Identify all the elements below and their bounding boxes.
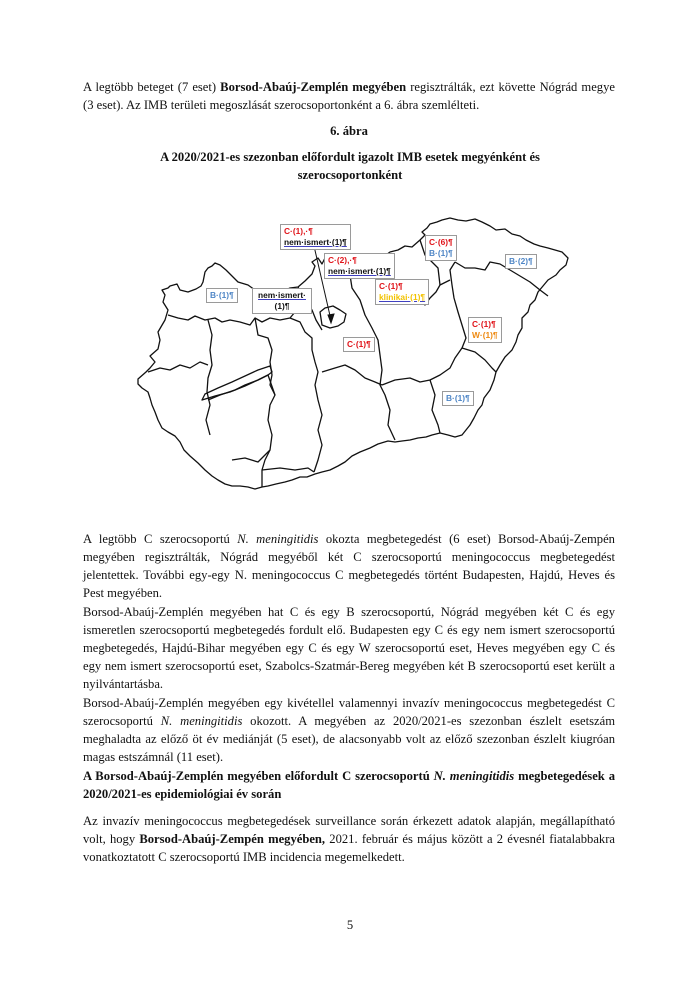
county-border — [255, 318, 275, 395]
county-border — [322, 365, 382, 385]
map-label-bekes — [442, 391, 474, 406]
figure-title-line2: szerocsoportonként — [297, 168, 403, 182]
label-line: B·(1)¶ — [429, 248, 453, 258]
text: A legtöbb C szerocsoportú — [83, 532, 238, 546]
figure-number: 6. ábra — [330, 124, 368, 138]
paragraph-borsod — [83, 694, 615, 766]
map-label-budapest — [280, 224, 351, 250]
text: okozott. A megyében az 2020/2021-es szezonban észlelt esetszám meghaladta az előző öt év mediánját (5 eset), de alacsonyabb volt az előző szezonban észlelt kiugróan magas estszámnál (11 eset). — [83, 714, 615, 764]
label-line: nem·ismert· — [258, 290, 306, 300]
label-line: B·(2)¶ — [509, 256, 533, 266]
text: Az invazív meningococcus megbetegedések surveillance során érkezett adatok alapján, megállapítható volt, hogy — [83, 814, 615, 846]
species-name: N. meningitidis — [237, 532, 319, 546]
map-label-nograd — [324, 253, 395, 279]
county-border — [148, 362, 208, 372]
map-label-szabolcs — [505, 254, 537, 269]
county-border — [206, 320, 212, 435]
county-border — [462, 348, 496, 372]
map-label-heves — [375, 279, 429, 305]
paragraph-serogroup-c — [83, 530, 615, 602]
label-line: nem·ismert·(1)¶ — [328, 266, 391, 276]
label-line: C·(1)¶ — [347, 339, 371, 349]
bold-text: Borsod-Abaúj-Zempén megyében, — [139, 832, 326, 846]
map-label-komarom — [252, 288, 312, 314]
text: A Borsod-Abaúj-Zemplén megyében előfordult C szerocsoportú — [83, 769, 434, 783]
figure-title-line1: A 2020/2021-es szezonban előfordult igazolt IMB esetek megyénként és — [160, 150, 540, 164]
text: 2021. február és május között a 2 évesnél fiatalabbakra vonatkoztatott C szerocsoportú IMB incidencia megemelkedett. — [83, 832, 615, 864]
label-line: C·(2),·¶ — [328, 255, 357, 265]
label-line: W·(1)¶ — [472, 330, 498, 340]
lake-balaton — [202, 366, 272, 400]
page-number: 5 — [346, 918, 354, 932]
species-name: N. meningitidis — [160, 714, 243, 728]
map-label-gyor — [206, 288, 238, 303]
paragraph-county-breakdown: Borsod-Abaúj-Zemplén megyében hat C és egy B szerocsoportú, Nógrád megyében két C és egy ismeretlen szerocsoportú megbetegedés fordult elő. Budapesten egy C és egy nem ismert szerocsoportú megbetegedés, Hajdú-Bihar megyében egy C és egy W szerocsoportú eset, Heves megyében egy C és egy nem ismert szerocsoportú eset, Szabolcs-Szatmár-Bereg megyében két B szerocsoportú eset került a nyilvántartásba. — [83, 605, 615, 691]
label-line: C·(1)¶ — [379, 281, 403, 291]
intro-text: A legtöbb beteget (7 eset) — [83, 80, 221, 94]
species-name: N. meningitidis — [433, 769, 515, 783]
label-line: B·(1)¶ — [210, 290, 234, 300]
text: okozta megbetegedést (6 eset) Borsod-Abaúj-Zempén megyében regisztrálták, Nógrád megyéből két C szerocsoportú meningococcus megbetegedést jelentettek. További egy-egy N. meningococcus C megbetegedés történt Budapesten, Hajdú, Heves és Pest megyében. — [83, 532, 615, 600]
intro-text-end: regisztrálták, ezt követte Nógrád megye (3 eset). Az IMB területi megoszlását szerocsoportonként a 6. ábra szemlélteti. — [83, 80, 615, 112]
label-line: (1)¶ — [274, 301, 290, 311]
label-line: C·(1),·¶ — [284, 226, 313, 236]
label-line: klinikai·(1)¶ — [379, 292, 426, 302]
text: Borsod-Abaúj-Zemplén megyében egy kivétellel valamennyi invazív meningococcus megbetegedést C szerocsoportú — [83, 696, 615, 728]
map-label-pest — [343, 337, 375, 352]
intro-bold: Borsod-Abaúj-Zemplén megyében — [220, 80, 407, 94]
county-border — [290, 318, 322, 472]
label-line: nem·ismert·(1)¶ — [284, 237, 347, 247]
section-heading — [83, 767, 615, 803]
label-line: C·(1)¶ — [472, 319, 496, 329]
map-label-hajdu — [468, 317, 502, 343]
label-line: B·(1)¶ — [446, 393, 470, 403]
county-border — [430, 380, 440, 433]
label-line: C·(6)¶ — [429, 237, 453, 247]
paragraph-surveillance — [83, 812, 615, 866]
map-label-borsod — [425, 235, 457, 261]
budapest-arrow-head — [328, 314, 334, 323]
county-border — [232, 450, 314, 472]
text: megbetegedések a 2020/2021-es epidemiológiai év során — [83, 769, 616, 801]
